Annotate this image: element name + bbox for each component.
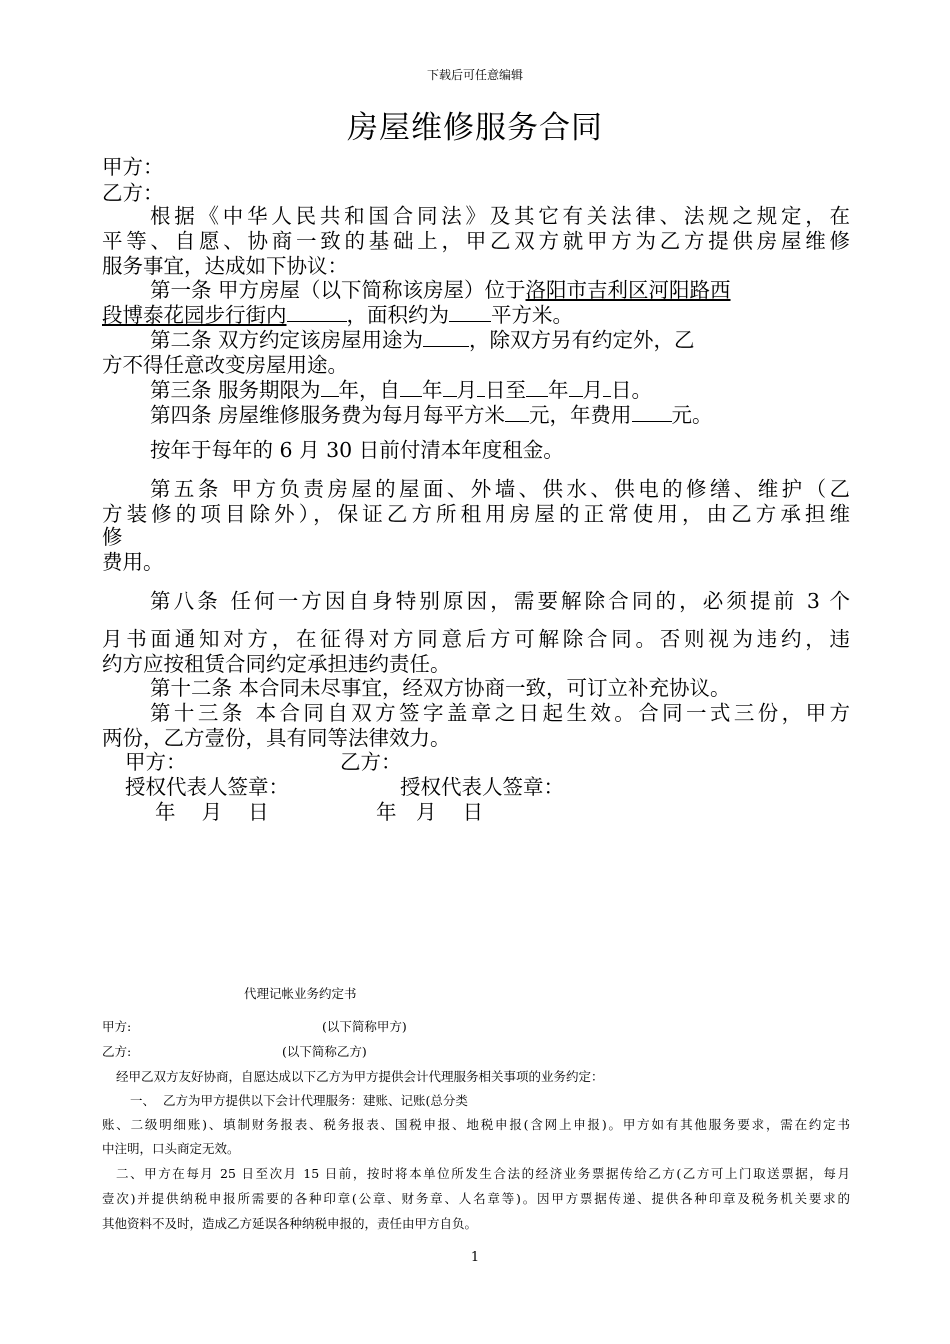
payment-term: 按年于每年的 6 月 30 日前付清本年度租金。 (150, 438, 564, 462)
article-13-line-2: 两份，乙方壹份，具有同等法律效力。 (102, 726, 451, 750)
article-8-line-2: 月书面通知对方，在征得对方同意后方可解除合同。否则视为违约，违 (102, 627, 850, 651)
contract-party-a: 甲方： (102, 155, 164, 179)
article-1-line-2: 段博泰花园步行街内 ，面积约为 平方米。 (102, 303, 573, 327)
agreement-intro: 经甲乙双方友好协商，自愿达成以下乙方为甲方提供会计代理服务相关事项的业务约定： (116, 1069, 604, 1084)
article-1-line-1: 第一条 甲方房屋（以下简称该房屋）位于洛阳市吉利区河阳路西 (150, 278, 731, 302)
article-5-line-2: 方装修的项目除外），保证乙方所租用房屋的正常使用，由乙方承担维 (102, 502, 850, 526)
agreement-party-a-note: (以下简称甲方) (322, 1019, 407, 1034)
agreement-item-1-line-2: 账、二级明细账)、填制财务报表、税务报表、国税申报、地税申报(含网上申报)。甲方如有其他服务要求，需在约定书 (102, 1117, 850, 1132)
article-13-line-1: 第十三条 本合同自双方签字盖章之日起生效。合同一式三份，甲方 (150, 701, 850, 725)
article-5-line-1: 第五条 甲方负责房屋的屋面、外墙、供水、供电的修缮、维护（乙 (150, 477, 850, 501)
article-4: 第四条 房屋维修服务费为每月每平方米 元，年费用 元。 (150, 403, 713, 427)
signature-date-b: 年 月 日 (376, 800, 484, 824)
agreement-party-a: 甲方: (102, 1019, 132, 1034)
agreement-party-b-note: (以下简称乙方) (282, 1044, 367, 1059)
contract-party-b: 乙方： (102, 181, 164, 205)
agreement-party-b: 乙方: (102, 1044, 132, 1059)
signature-party-a: 甲方： (125, 750, 187, 774)
signature-rep-a: 授权代表人签章： (125, 775, 289, 799)
page-number: 1 (470, 1250, 480, 1265)
agreement-item-1-line-1: 一、 乙方为甲方提供以下会计代理服务：建账、记账(总分类 (130, 1093, 468, 1108)
article-12: 第十二条 本合同未尽事宜，经双方协商一致，可订立补充协议。 (150, 676, 731, 700)
intro-line-3: 服务事宜，达成如下协议： (102, 254, 348, 278)
agreement-item-2-line-2: 壹次)并提供纳税申报所需要的各种印章(公章、财务章、人名章等)。因甲方票据传递、提供各种印章及税务机关要求的 (102, 1191, 850, 1206)
article-3: 第三条 服务期限为 年，自 年 月 日至 年 月 日。 (150, 378, 653, 402)
property-address: 洛阳市吉利区河阳路西 (525, 278, 731, 302)
agreement-item-2-line-3: 其他资料不及时，造成乙方延误各种纳税申报的，责任由甲方自负。 (102, 1216, 478, 1231)
agreement-item-2-line-1: 二、甲方在每月 25 日至次月 15 日前，按时将本单位所发生合法的经济业务票据传给乙方(乙方可上门取送票据，每月 (116, 1166, 850, 1181)
signature-party-b: 乙方： (340, 750, 402, 774)
article-8-line-3: 约方应按租赁合同约定承担违约责任。 (102, 652, 451, 676)
article-2-line-1: 第二条 双方约定该房屋用途为 ，除双方另有约定外，乙 (150, 328, 695, 352)
article-2-line-2: 方不得任意改变房屋用途。 (102, 353, 348, 377)
article-5-line-3: 修 (102, 525, 123, 549)
agreement-item-1-line-3: 中注明，口头商定无效。 (102, 1141, 240, 1156)
signature-date-a: 年 月 日 (155, 800, 269, 824)
intro-line-2: 平等、自愿、协商一致的基础上，甲乙双方就甲方为乙方提供房屋维修 (102, 229, 850, 253)
contract-title: 房屋维修服务合同 (347, 110, 603, 146)
page-header-note: 下载后可任意编辑 (426, 68, 523, 82)
intro-line-1: 根据《中华人民共和国合同法》及其它有关法律、法规之规定，在 (150, 204, 850, 228)
article-5-line-4: 费用。 (102, 550, 164, 574)
signature-rep-b: 授权代表人签章： (400, 775, 564, 799)
agreement-title: 代理记帐业务约定书 (244, 986, 357, 1001)
article-8-line-1: 第八条 任何一方因自身特别原因，需要解除合同的，必须提前 3 个 (150, 589, 850, 613)
